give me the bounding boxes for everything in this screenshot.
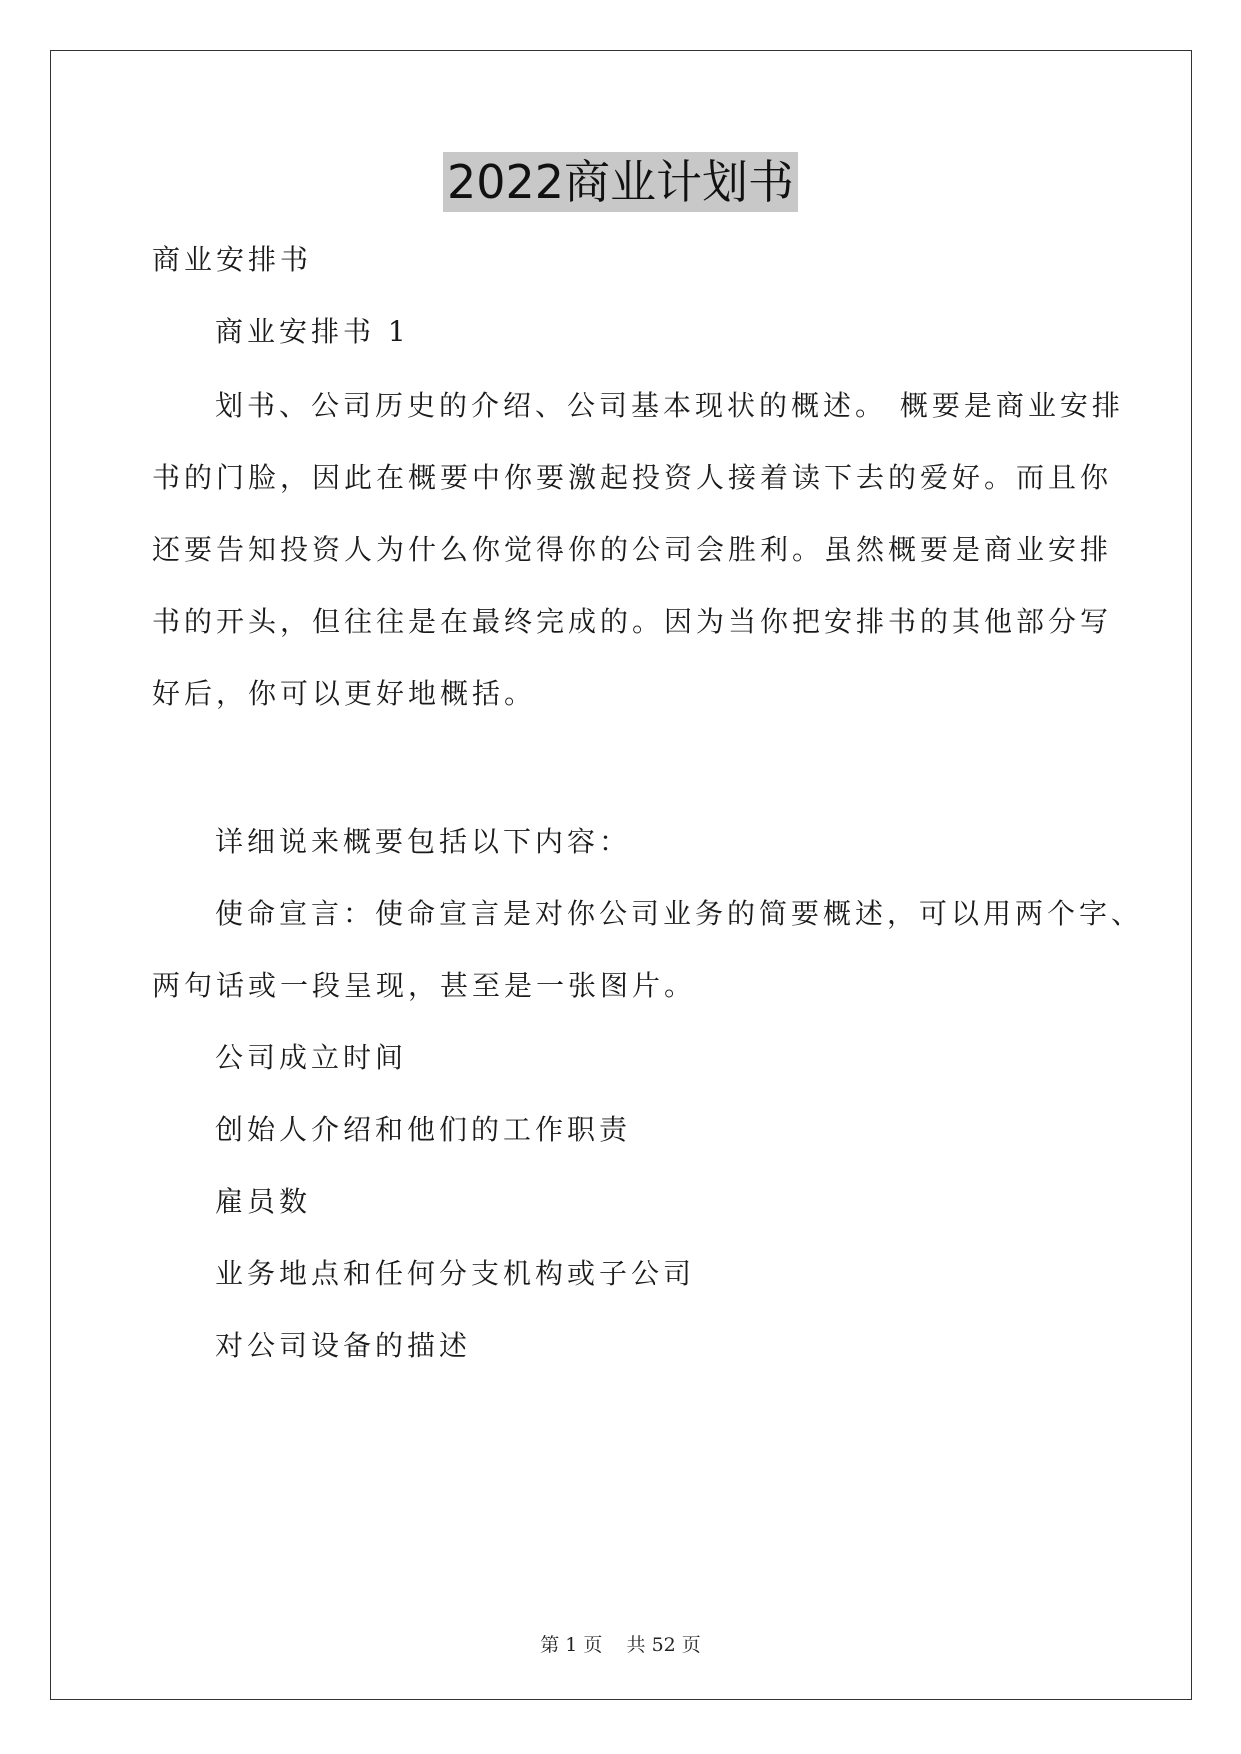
paragraph-line: 书的开头，但往往是在最终完成的。因为当你把安排书的其他部分写 <box>152 605 1113 638</box>
list-item: 业务地点和任何分支机构或子公司 <box>215 1257 696 1290</box>
list-item: 雇员数 <box>215 1185 312 1218</box>
paragraph-line: 好后，你可以更好地概括。 <box>152 677 537 710</box>
paragraph-line: 使命宣言：使命宣言是对你公司业务的简要概述，可以用两个字、 <box>215 897 1144 930</box>
page-number: 第 1 页 <box>540 1634 603 1656</box>
page-total: 共 52 页 <box>626 1634 701 1656</box>
section-heading: 商业安排书 <box>152 243 313 276</box>
paragraph-line: 书的门脸，因此在概要中你要激起投资人接着读下去的爱好。而且你 <box>152 461 1113 494</box>
list-item: 创始人介绍和他们的工作职责 <box>215 1113 632 1146</box>
page-footer <box>0 1630 1241 1657</box>
paragraph-line: 划书、公司历史的介绍、公司基本现状的概述。 概要是商业安排 <box>215 389 1124 422</box>
document-title <box>0 152 1241 212</box>
document-title-text: 2022商业计划书 <box>443 152 798 212</box>
page-border <box>50 50 1192 1700</box>
list-item: 公司成立时间 <box>215 1041 408 1074</box>
list-item: 对公司设备的描述 <box>215 1329 472 1362</box>
paragraph-line: 还要告知投资人为什么你觉得你的公司会胜利。虽然概要是商业安排 <box>152 533 1113 566</box>
subsection-heading: 商业安排书 1 <box>215 315 410 348</box>
paragraph-line: 两句话或一段呈现，甚至是一张图片。 <box>152 969 697 1002</box>
paragraph-line: 详细说来概要包括以下内容： <box>215 825 632 858</box>
